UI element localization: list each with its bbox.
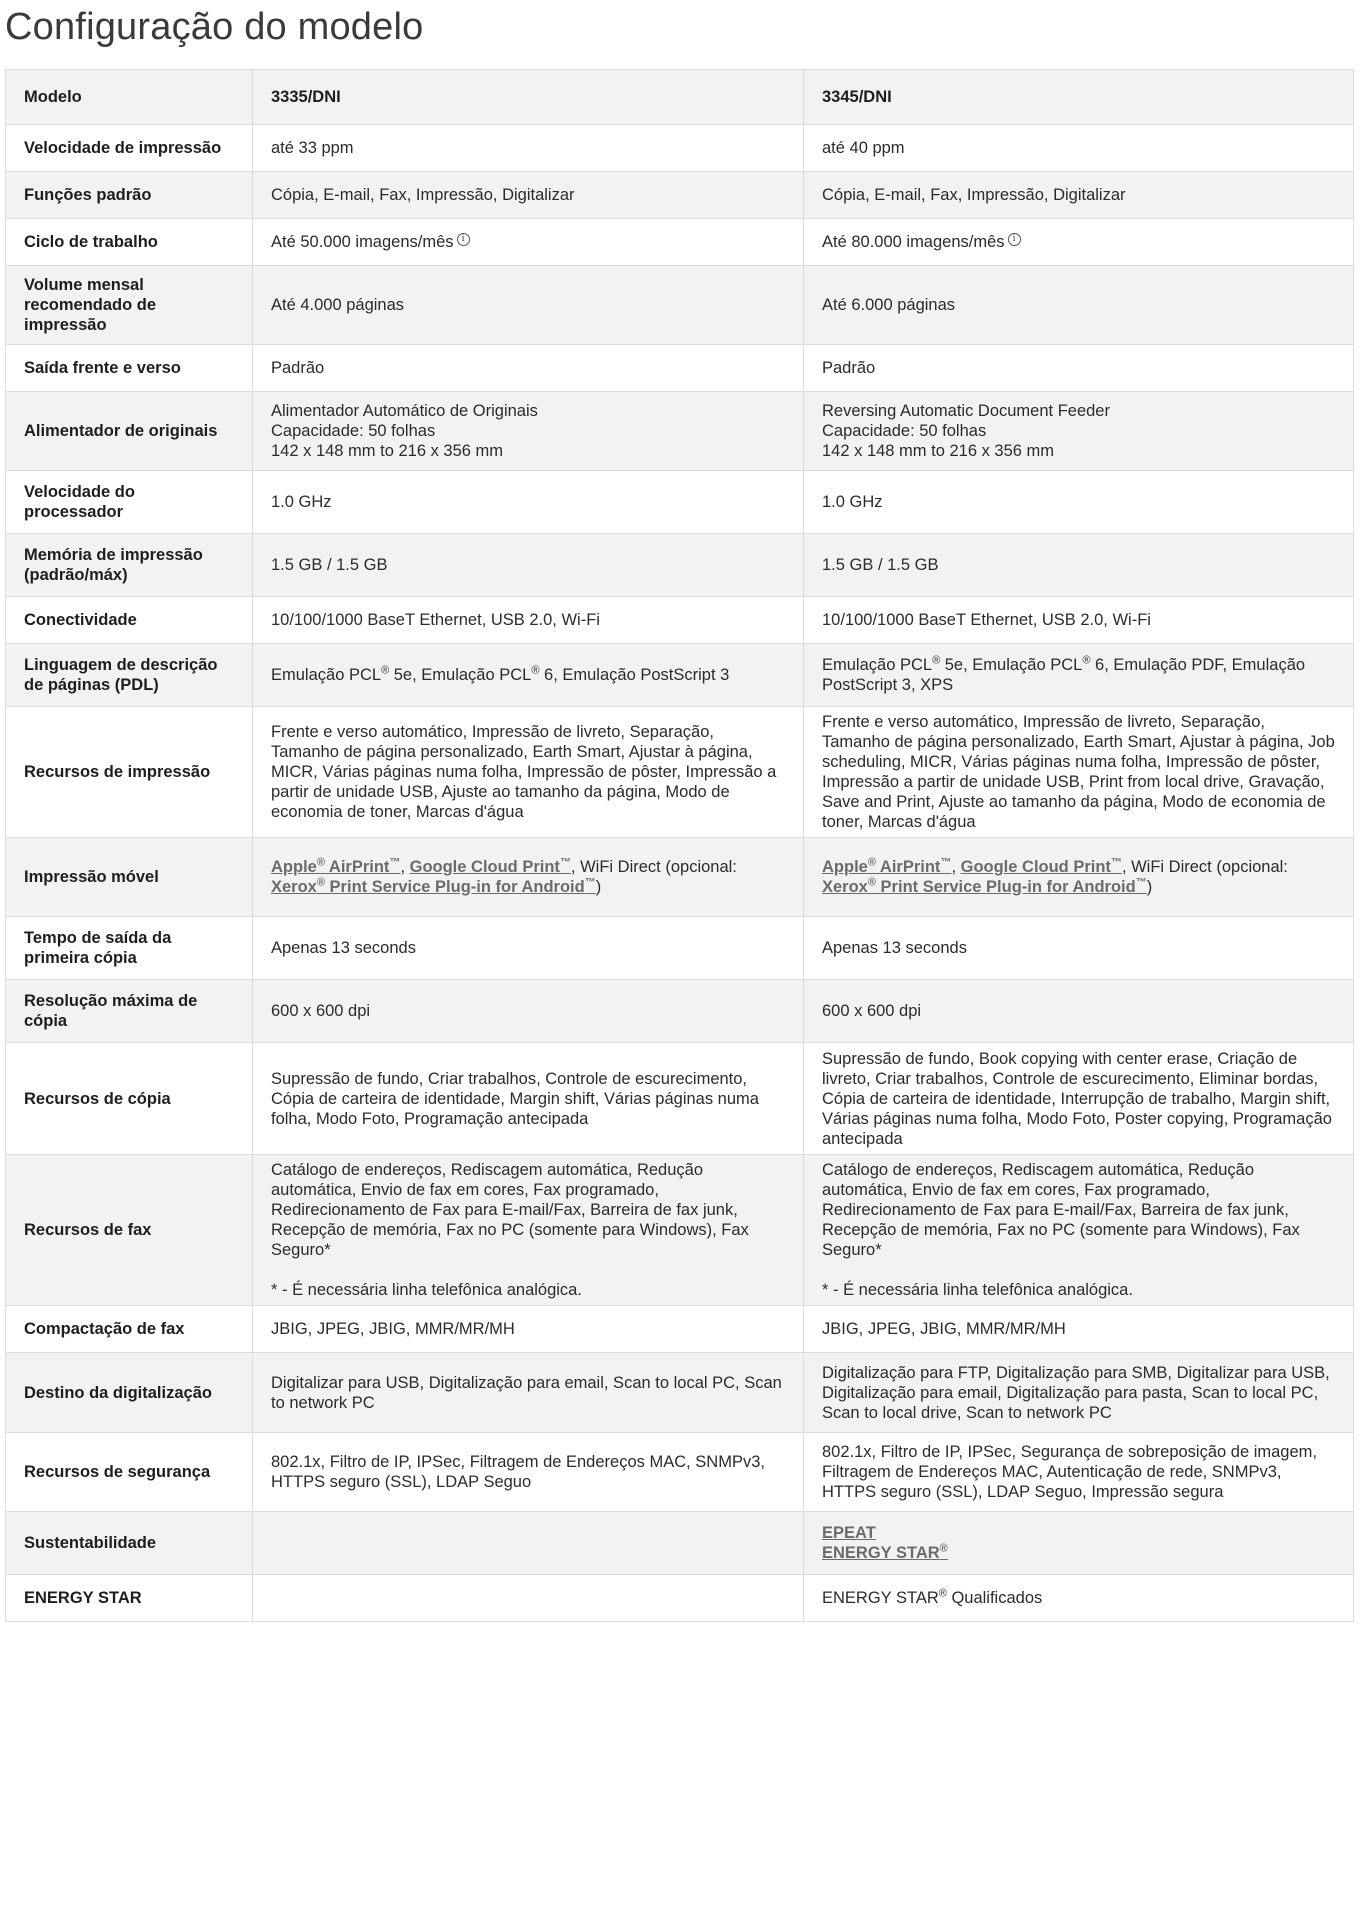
row-fax-features xyxy=(6,1155,1354,1306)
link-text: Apple xyxy=(271,858,317,876)
row-label: Destino da digitalização xyxy=(6,1353,253,1433)
cell-3345 xyxy=(804,1575,1354,1622)
cell-3335: JBIG, JPEG, JBIG, MMR/MR/MH xyxy=(253,1306,804,1353)
table-header-row xyxy=(6,70,1354,125)
registered-mark: ® xyxy=(938,1587,947,1600)
cell-3335 xyxy=(253,219,804,266)
plain-text: ) xyxy=(595,878,602,896)
cell-3345: Frente e verso automático, Impressão de livreto, Separação, Tamanho de página personalizado, Earth Smart, Ajustar à página, Job scheduling, MICR, Várias páginas numa folha, Impressão de pôster, Impressão a partir de unidade USB, Print from local drive, Gravação, Save and Print, Ajuste ao tamanho da página, Modo de economia de toner, Marcas d'água xyxy=(804,707,1354,838)
link-text: ENERGY STAR xyxy=(822,1544,940,1562)
cell-3335: Cópia, E-mail, Fax, Impressão, Digitalizar xyxy=(253,172,804,219)
row-energy-star xyxy=(6,1575,1354,1622)
cell-3335 xyxy=(253,838,804,917)
cell-3345 xyxy=(804,219,1354,266)
cell-text: Catálogo de endereços, Rediscagem automática, Redução automática, Envio de fax em cores, Fax programado, Redirecionamento de Fax para E-mail/Fax, Barreira de fax junk, Recepção de memória, Fax no PC (somente para Windows), Fax Seguro* xyxy=(271,1161,749,1259)
trademark-mark: ™ xyxy=(1110,856,1122,869)
cell-3345: Cópia, E-mail, Fax, Impressão, Digitalizar xyxy=(804,172,1354,219)
row-print-memory xyxy=(6,534,1354,597)
energy-star-link[interactable] xyxy=(822,1544,948,1562)
cell-3345: 1.0 GHz xyxy=(804,471,1354,534)
link-text: Apple xyxy=(822,858,868,876)
cell-3335 xyxy=(253,1512,804,1575)
apple-airprint-link[interactable] xyxy=(271,858,400,876)
text-part: 5e, Emulação PCL xyxy=(940,656,1083,674)
row-max-copy-resolution xyxy=(6,980,1354,1043)
cell-3335: Até 4.000 páginas xyxy=(253,266,804,345)
info-circle-icon[interactable]: i xyxy=(1008,233,1021,246)
row-scan-destination xyxy=(6,1353,1354,1433)
row-label: ENERGY STAR xyxy=(6,1575,253,1622)
link-text: Google Cloud Print xyxy=(960,858,1111,876)
cell-3335 xyxy=(253,644,804,707)
cell-text: Catálogo de endereços, Rediscagem automática, Redução automática, Envio de fax em cores, Fax programado, Redirecionamento de Fax para E-mail/Fax, Barreira de fax junk, Recepção de memória, Fax no PC (somente para Windows), Fax Seguro* xyxy=(822,1161,1300,1259)
link-text: AirPrint xyxy=(324,858,390,876)
plain-text: , WiFi Direct (opcional: xyxy=(570,858,737,876)
row-label: Resolução máxima de cópia xyxy=(6,980,253,1043)
row-processor-speed xyxy=(6,471,1354,534)
header-model: Modelo xyxy=(6,70,253,125)
row-standard-functions xyxy=(6,172,1354,219)
cell-3335: Apenas 13 seconds xyxy=(253,917,804,980)
row-duty-cycle xyxy=(6,219,1354,266)
cell-3335: 10/100/1000 BaseT Ethernet, USB 2.0, Wi-Fi xyxy=(253,597,804,644)
footnote: * - É necessária linha telefônica analógica. xyxy=(271,1281,582,1299)
info-circle-icon[interactable]: i xyxy=(457,233,470,246)
trademark-mark: ™ xyxy=(559,856,571,869)
trademark-mark: ™ xyxy=(940,856,952,869)
row-label: Recursos de segurança xyxy=(6,1433,253,1512)
row-label: Recursos de impressão xyxy=(6,707,253,838)
row-label: Linguagem de descrição de páginas (PDL) xyxy=(6,644,253,707)
row-label: Funções padrão xyxy=(6,172,253,219)
cell-3335: Frente e verso automático, Impressão de livreto, Separação, Tamanho de página personalizado, Earth Smart, Ajustar à página, MICR, Várias páginas numa folha, Impressão de pôster, Impressão a partir de unidade USB, Ajuste ao tamanho da página, Modo de economia de toner, Marcas d'água xyxy=(253,707,804,838)
row-copy-features xyxy=(6,1043,1354,1155)
text-part: 6, Emulação PostScript 3 xyxy=(539,666,730,684)
row-print-speed xyxy=(6,125,1354,172)
text-part: Qualificados xyxy=(946,1589,1043,1607)
plain-text: , WiFi Direct (opcional: xyxy=(1121,858,1288,876)
cell-3335: 802.1x, Filtro de IP, IPSec, Filtragem de Endereços MAC, SNMPv3, HTTPS seguro (SSL), LDAP Seguo xyxy=(253,1433,804,1512)
footnote: * - É necessária linha telefônica analógica. xyxy=(822,1281,1133,1299)
cell-3335: até 33 ppm xyxy=(253,125,804,172)
apple-airprint-link[interactable] xyxy=(822,858,951,876)
cell-3345: 10/100/1000 BaseT Ethernet, USB 2.0, Wi-Fi xyxy=(804,597,1354,644)
row-security-features xyxy=(6,1433,1354,1512)
cell-3335: 600 x 600 dpi xyxy=(253,980,804,1043)
xerox-plugin-link[interactable] xyxy=(822,878,1147,896)
row-label: Volume mensal recomendado de impressão xyxy=(6,266,253,345)
link-text: AirPrint xyxy=(875,858,941,876)
epeat-link[interactable]: EPEAT xyxy=(822,1524,876,1542)
cell-3345: Apenas 13 seconds xyxy=(804,917,1354,980)
link-text: Google Cloud Print xyxy=(409,858,560,876)
registered-mark: ® xyxy=(316,856,325,869)
cell-3335: Digitalizar para USB, Digitalização para email, Scan to local PC, Scan to network PC xyxy=(253,1353,804,1433)
registered-mark: ® xyxy=(867,876,876,889)
row-duplex-output xyxy=(6,345,1354,392)
row-connectivity xyxy=(6,597,1354,644)
row-fax-compression xyxy=(6,1306,1354,1353)
plain-text: ) xyxy=(1146,878,1153,896)
row-label: Recursos de cópia xyxy=(6,1043,253,1155)
spec-comparison-table xyxy=(5,69,1354,1622)
row-label: Impressão móvel xyxy=(6,838,253,917)
text-part: 5e, Emulação PCL xyxy=(389,666,532,684)
cell-3345 xyxy=(804,1155,1354,1306)
row-label: Tempo de saída da primeira cópia xyxy=(6,917,253,980)
row-sustainability xyxy=(6,1512,1354,1575)
cell-3345: Até 6.000 páginas xyxy=(804,266,1354,345)
header-3345dni: 3345/DNI xyxy=(804,70,1354,125)
row-label: Velocidade do processador xyxy=(6,471,253,534)
link-text: Xerox xyxy=(271,878,317,896)
cell-3345: 1.5 GB / 1.5 GB xyxy=(804,534,1354,597)
cell-3345: Padrão xyxy=(804,345,1354,392)
cell-3335 xyxy=(253,1155,804,1306)
cell-text: Até 50.000 imagens/mês xyxy=(271,233,454,251)
trademark-mark: ™ xyxy=(389,856,401,869)
cell-3345: Digitalização para FTP, Digitalização para SMB, Digitalizar para USB, Digitalização para email, Digitalização para pasta, Scan to local PC, Scan to local drive, Scan to network PC xyxy=(804,1353,1354,1433)
header-3335dni: 3335/DNI xyxy=(253,70,804,125)
cell-3345: até 40 ppm xyxy=(804,125,1354,172)
link-text: Print Service Plug-in for Android xyxy=(875,878,1136,896)
registered-mark: ® xyxy=(1082,654,1091,667)
link-text: Xerox xyxy=(822,878,868,896)
page-title: Configuração do modelo xyxy=(5,6,424,48)
row-label: Compactação de fax xyxy=(6,1306,253,1353)
row-label: Conectividade xyxy=(6,597,253,644)
row-first-copy-time xyxy=(6,917,1354,980)
cell-3345: JBIG, JPEG, JBIG, MMR/MR/MH xyxy=(804,1306,1354,1353)
row-label: Saída frente e verso xyxy=(6,345,253,392)
google-cloud-print-link[interactable] xyxy=(961,858,1122,876)
trademark-mark: ™ xyxy=(1135,876,1147,889)
registered-mark: ® xyxy=(867,856,876,869)
cell-3345 xyxy=(804,1512,1354,1575)
cell-3345: Reversing Automatic Document Feeder Capacidade: 50 folhas 142 x 148 mm to 216 x 356 mm xyxy=(804,392,1354,471)
separator-text: , xyxy=(951,858,961,876)
google-cloud-print-link[interactable] xyxy=(410,858,571,876)
text-part: ENERGY STAR xyxy=(822,1589,939,1607)
text-part: 6, Emulação PDF, Emulação PostScript 3, XPS xyxy=(822,656,1306,694)
registered-mark: ® xyxy=(531,664,540,677)
cell-3345: 600 x 600 dpi xyxy=(804,980,1354,1043)
row-page-description-language xyxy=(6,644,1354,707)
row-label: Sustentabilidade xyxy=(6,1512,253,1575)
cell-3335: Supressão de fundo, Criar trabalhos, Controle de escurecimento, Cópia de carteira de identidade, Margin shift, Várias páginas numa folha, Modo Foto, Programação antecipada xyxy=(253,1043,804,1155)
registered-mark: ® xyxy=(932,654,941,667)
row-label: Velocidade de impressão xyxy=(6,125,253,172)
cell-3345: 802.1x, Filtro de IP, IPSec, Segurança de sobreposição de imagem, Filtragem de Endereços MAC, Autenticação de rede, SNMPv3, HTTPS seguro (SSL), LDAP Seguo, Impressão segura xyxy=(804,1433,1354,1512)
registered-mark: ® xyxy=(316,876,325,889)
cell-3335: 1.0 GHz xyxy=(253,471,804,534)
row-monthly-volume xyxy=(6,266,1354,345)
row-print-features xyxy=(6,707,1354,838)
text-part: Emulação PCL xyxy=(271,666,382,684)
link-text: Print Service Plug-in for Android xyxy=(324,878,585,896)
cell-3345: Supressão de fundo, Book copying with center erase, Criação de livreto, Criar trabalhos, Controle de escurecimento, Eliminar bordas, Cópia de carteira de identidade, Interrupção de trabalho, Margin shift, Várias páginas numa folha, Modo Foto, Poster copying, Programação antecipada xyxy=(804,1043,1354,1155)
trademark-mark: ™ xyxy=(584,876,596,889)
cell-3345 xyxy=(804,838,1354,917)
cell-3335 xyxy=(253,1575,804,1622)
row-mobile-printing xyxy=(6,838,1354,917)
text-part: Emulação PCL xyxy=(822,656,933,674)
cell-3335: Alimentador Automático de Originais Capacidade: 50 folhas 142 x 148 mm to 216 x 356 mm xyxy=(253,392,804,471)
cell-3335: Padrão xyxy=(253,345,804,392)
row-label: Ciclo de trabalho xyxy=(6,219,253,266)
xerox-plugin-link[interactable] xyxy=(271,878,596,896)
registered-mark: ® xyxy=(381,664,390,677)
row-label: Recursos de fax xyxy=(6,1155,253,1306)
row-label: Alimentador de originais xyxy=(6,392,253,471)
cell-text: Até 80.000 imagens/mês xyxy=(822,233,1005,251)
separator-text: , xyxy=(400,858,410,876)
row-document-feeder xyxy=(6,392,1354,471)
registered-mark: ® xyxy=(939,1542,948,1555)
cell-3345 xyxy=(804,644,1354,707)
row-label: Memória de impressão (padrão/máx) xyxy=(6,534,253,597)
cell-3335: 1.5 GB / 1.5 GB xyxy=(253,534,804,597)
